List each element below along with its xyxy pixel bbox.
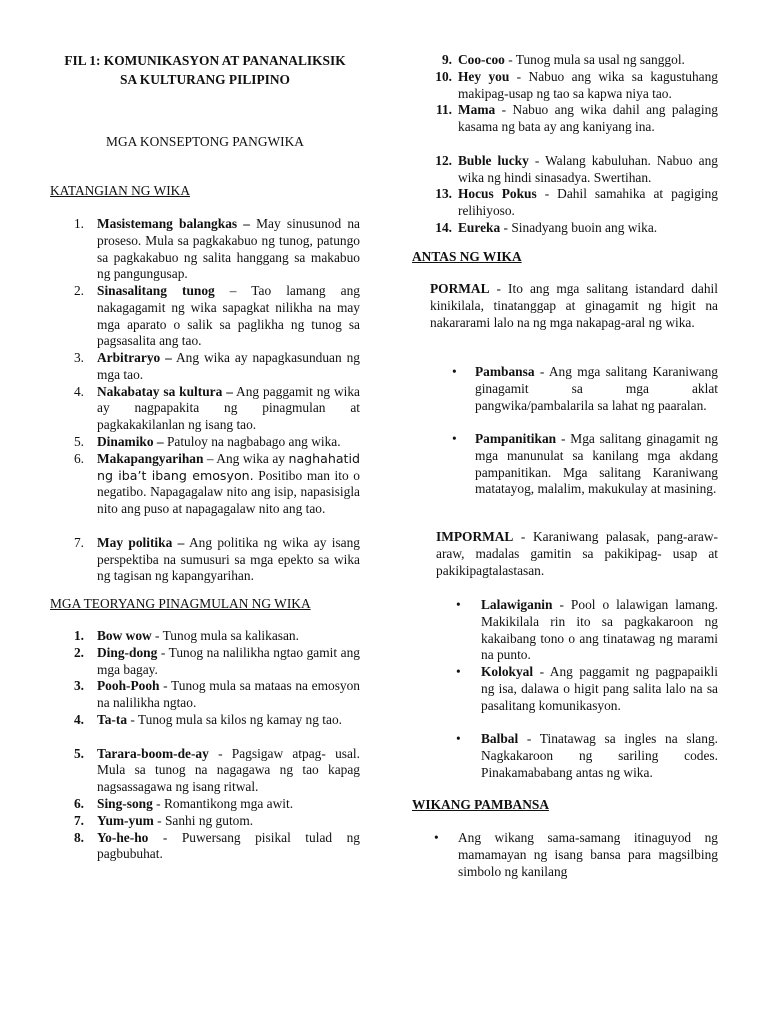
bullet-icon: •	[456, 731, 461, 746]
list-item: 1. Bow wow - Tunog mula sa kalikasan.	[73, 628, 299, 643]
heading-antas: ANTAS NG WIKA	[412, 249, 522, 264]
heading-teorya: MGA TEORYANG PINAGMULAN NG WIKA	[50, 596, 311, 611]
bullet-icon: •	[456, 597, 461, 612]
list-item: 5. Dinamiko – Patuloy na nagbabago ang wika.	[73, 433, 341, 449]
list-item: 5. Tarara-boom-de-ay - Pagsigaw atpag- usal. Mula sa tunog na nagagawa ng tao kapag nagsassagawa ng isang ritwal.	[73, 745, 360, 795]
list-item: 11. Mama - Nabuo ang wika dahil ang palaging kasama ng bata ay ang kaniyang ina.	[436, 102, 718, 135]
list-wikang-pambansa	[412, 830, 718, 880]
list-item: 4. Ta-ta - Tunog mula sa kilos ng kamay ng tao.	[73, 711, 343, 727]
list-item: • Lalawiganin - Pool o lalawigan lamang. Makikilala rin ito sa pagkakaroon ng kakaibang tono o ang tinatawag ng marami na punto.	[456, 597, 718, 663]
list-item: 12. Buble lucky - Walang kabuluhan. Nabuo ang wika ng hindi sinasadya. Swertihan.	[435, 152, 718, 185]
list-item: 4. Nakabatay sa kultura – Ang paggamit ng wika ay nagpapakita ng pinagmulan at pagkakakilanlan ng isang tao.	[73, 383, 360, 433]
pormal-paragraph: PORMAL - Ito ang mga salitang istandard dahil kinikilala, tinatanggap at ginagamit ng higit na nakararami lalo na ng mga nakapag-aral ng wika.	[430, 281, 718, 330]
heading-wikang-pambansa: WIKANG PAMBANSA	[412, 797, 550, 812]
list-item: • Pampanitikan - Mga salitang ginagamit ng mga manunulat sa kanilang mga akdang pampanitikan. Mga salitang Karaniwang matatayog, malalim, makukulay at masining.	[452, 431, 718, 497]
list-item: 10. Hey you - Nabuo ang wika sa kagustuhang makipag-usap ng tao sa kapwa niya tao.	[435, 68, 718, 101]
list-item: 3. Pooh-Pooh - Tunog mula sa mataas na emosyon na nalilikha ngtao.	[73, 678, 360, 711]
list-item: 2. Ding-dong - Tunog na nalilikha ngtao gamit ang mga bagay.	[73, 644, 360, 677]
list-item: 3. Arbitraryo – Ang wika ay napagkasunduan ng mga tao.	[73, 350, 360, 382]
bullet-icon: •	[452, 431, 457, 446]
list-pormal	[412, 364, 718, 515]
heading-katangian: KATANGIAN NG WIKA	[50, 183, 191, 198]
list-item: • Ang wikang sama-samang itinaguyod ng mamamayan ng isang bansa para magsilbing simbolo ng kanilang	[434, 830, 718, 879]
list-item: 6. Sing-song - Romantikong mga awit.	[73, 795, 294, 811]
list-item: 7. Yum-yum - Sanhi ng gutom.	[73, 812, 254, 828]
bullet-icon: •	[452, 364, 457, 379]
list-item: 2. Sinasalitang tunog – Tao lamang ang nakagagamit ng wika sapagkat nilikha na may mga aparato o salik sa paglikha ng tunog sa pagsasalita ang tao.	[73, 283, 360, 349]
document-title-line1: FIL 1: KOMUNIKASYON AT PANANALIKSIK	[64, 53, 346, 68]
list-item: 6. Makapangyarihan – Ang wika ay naghahatid ng iba’t ibang emosyon. Positibo man ito o negatibo. Napagagalaw nito ang isip, napasisigla nito ang puso at napagagalaw nito ang tao.	[73, 450, 361, 517]
list-item: 1. Masistemang balangkas – May sinusunod na proseso. Mula sa pagkakabuo ng tunog, patungo sa pagkakabuo ng salita hanggang sa makabuo ng pangungusap.	[73, 216, 360, 282]
list-katangian	[50, 216, 360, 585]
list-item: • Balbal - Tinatawag sa ingles na slang. Nagkakaroon ng sariling codes. Pinakamababang antas ng wika.	[456, 731, 718, 780]
list-impormal	[412, 597, 718, 781]
list-teorya	[50, 628, 360, 863]
list-item: 14. Eureka - Sinadyang buoin ang wika.	[435, 219, 658, 235]
list-item: 9. Coo-coo - Tunog mula sa usal ng sanggol.	[441, 52, 685, 67]
list-item: 7. May politika – Ang politika ng wika ay isang perspektiba na sumusuri sa mga epekto sa wika ng tagisan ng kapangyarihan.	[73, 534, 360, 584]
document-title-line2: SA KULTURANG PILIPINO	[120, 72, 290, 87]
list-item: 13. Hocus Pokus - Dahil samahika at pagiging relihiyoso.	[435, 186, 718, 219]
list-teorya-continued	[412, 52, 718, 237]
list-item: • Pambansa - Ang mga salitang Karaniwang ginagamit sa mga aklat pangwika/pambalarila sa lahat ng paaralan.	[452, 364, 718, 413]
bullet-icon: •	[434, 830, 439, 845]
subtitle: MGA KONSEPTONG PANGWIKA	[106, 134, 304, 149]
list-item: • Kolokyal - Ang paggamit ng pagpapaikli ng isa, dalawa o higit pang salita lalo na sa pasalitang komunikasyon.	[456, 664, 718, 713]
impormal-paragraph: IMPORMAL - Karaniwang palasak, pang-araw-araw, madalas gamitin sa pakikipag- usap at pakikipagtalastasan.	[436, 529, 718, 578]
list-item: 8. Yo-he-ho - Puwersang pisikal tulad ng pagbubuhat.	[73, 829, 360, 862]
bullet-icon: •	[456, 664, 461, 679]
